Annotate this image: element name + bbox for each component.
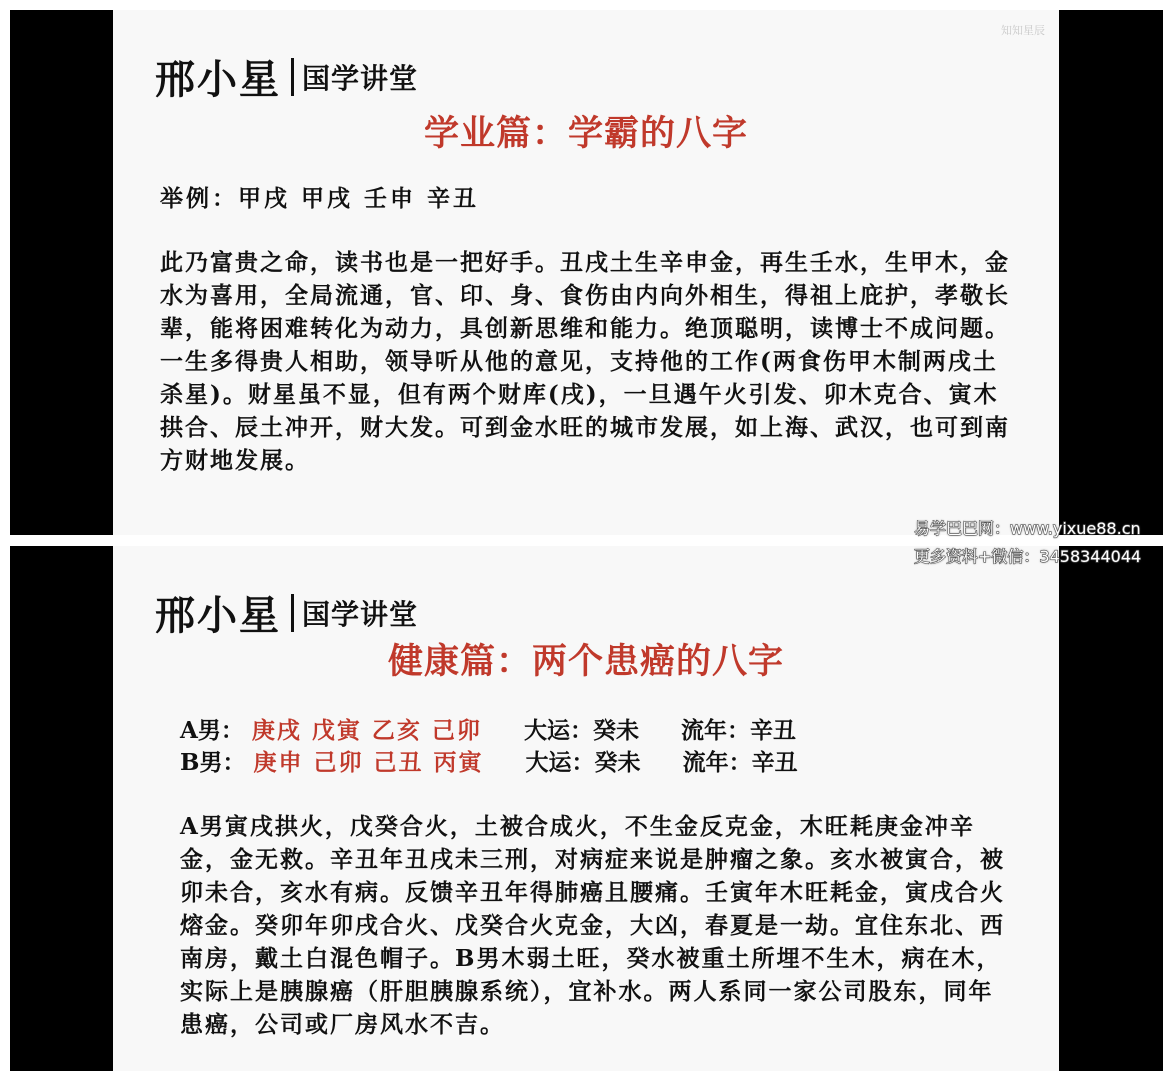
contact-watermark: 更多资料+微信：3458344044	[914, 547, 1142, 566]
site-watermark: 易学巴巴网：www.yixue88.cn	[914, 519, 1141, 538]
right-black-bar-bottom	[1059, 546, 1163, 1071]
brand-name: 邢小星	[155, 592, 281, 639]
brand-subtitle: 国学讲堂	[302, 597, 419, 631]
analysis-paragraph: A男寅戌拱火，戊癸合火，土被合成火，不生金反克金，木旺耗庚金冲辛金，金无救。辛丑年丑戌未三刑，对病症来说是肿瘤之象。亥水被寅合，被卯未合，亥水有病。反馈辛丑年得肺癌且腰痛。壬寅年木旺耗金，寅戌合火熔金。癸卯年卯戌合火、戊癸合火克金，大凶，春夏是一劫。宜住东北、西南房，戴土白混色帽子。B男木弱土旺，癸水被重土所埋不生木，病在木，实际上是胰腺癌（肝胆胰腺系统），宜补水。两人系同一家公司股东，同年患癌，公司或厂房风水不吉。	[180, 813, 1005, 1038]
case-pillars: 庚申 己卯 己丑 丙寅	[253, 749, 484, 776]
brand-header	[155, 584, 418, 641]
case-liunian: 流年：辛丑	[682, 749, 798, 776]
left-black-bar-bottom	[10, 546, 113, 1071]
brand-divider	[291, 594, 294, 632]
case-row-a	[180, 712, 796, 745]
case-dayun: 大运：癸未	[525, 749, 641, 776]
case-label: A男：	[180, 717, 244, 744]
case-dayun: 大运：癸未	[523, 717, 639, 744]
case-liunian: 流年：辛丑	[680, 717, 796, 744]
slide-health	[113, 546, 1059, 1071]
brand-name: 邢小星	[155, 56, 281, 103]
example-chart: 举例：甲戌 甲戌 壬申 辛丑	[160, 185, 480, 212]
brand-header	[155, 48, 418, 105]
brand-divider	[291, 58, 294, 96]
slide-title: 学业篇：学霸的八字	[423, 114, 748, 154]
case-row-b	[180, 744, 798, 777]
brand-subtitle: 国学讲堂	[302, 61, 419, 95]
case-label: B男：	[180, 749, 246, 776]
slide-title: 健康篇：两个患癌的八字	[387, 642, 784, 682]
case-pillars: 庚戌 戊寅 乙亥 己卯	[251, 717, 482, 744]
right-black-bar-top	[1059, 10, 1163, 535]
slide-study	[113, 10, 1059, 535]
corner-watermark-tag: 知知星辰	[1001, 24, 1045, 37]
left-black-bar-top	[10, 10, 113, 535]
analysis-paragraph: 此乃富贵之命，读书也是一把好手。丑戌土生辛申金，再生壬水，生甲木，金水为喜用，全局流通，官、印、身、食伤由内向外相生，得祖上庇护，孝敬长辈，能将困难转化为动力，具创新思维和能力。绝顶聪明，读博士不成问题。一生多得贵人相助，领导听从他的意见，支持他的工作(两食伤甲木制两戌土杀星)。财星虽不显，但有两个财库(戌)，一旦遇午火引发、卯木克合、寅木拱合、辰土冲开，财大发。可到金水旺的城市发展，如上海、武汉，也可到南方财地发展。	[160, 249, 1010, 474]
